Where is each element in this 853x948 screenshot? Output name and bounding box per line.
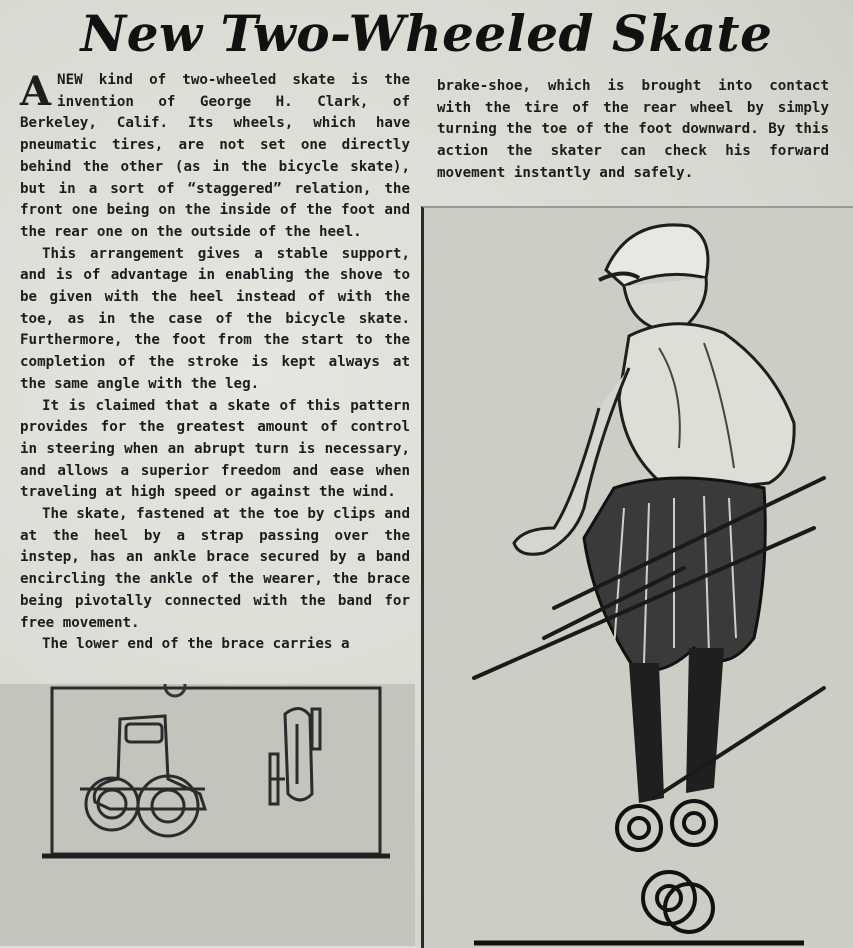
paragraph-1-text: NEW kind of two-wheeled skate is the invention of George H. Clark, of Berkeley, Calif. Its wheels, which have pneumatic tires, are not set one directly behind the other (as in the bicycle skate), but in a sort of “staggered” relation, the front one being on the inside of the foot and the rear one on the outside of the heel.: [20, 72, 410, 240]
paragraph-2: This arrangement gives a stable support, and is of advantage in enabling the shove to be given with the heel instead of with the toe, as in the case of the bicycle skate. Furthermore, the foot from the start to the completion of the stroke is kept always at the same angle with the leg.: [20, 245, 410, 392]
paragraph-4: The skate, fastened at the toe by clips and at the heel by a strap passing over the instep, has an ankle brace secured by a band encircling the ankle of the wearer, the brace being pivotally connected with the band for free movement.: [20, 506, 410, 631]
skate-diagram-drawing: [0, 684, 415, 946]
paragraph-3: It is claimed that a skate of this pattern provides for the greatest amount of control in steering when an abrupt turn is necessary, and allows a superior freedom and ease when traveling at high speed or against the wind.: [20, 397, 410, 501]
drop-cap: A: [20, 68, 52, 115]
headline: New Two-Wheeled Skate: [80, 4, 773, 63]
paragraph-5: The lower end of the brace carries a: [42, 636, 350, 653]
article-column-right: [437, 76, 829, 185]
skater-illustration: [421, 206, 853, 948]
article-column-left: [20, 70, 410, 656]
skate-diagram: [0, 684, 415, 946]
paragraph-1: [20, 70, 410, 244]
paragraph-6: brake-shoe, which is brought into contact with the tire of the rear wheel by simply turning the toe of the foot downward. By this action the skater can check his forward movement instantly and safely.: [437, 78, 829, 181]
skater-drawing: [424, 208, 853, 948]
